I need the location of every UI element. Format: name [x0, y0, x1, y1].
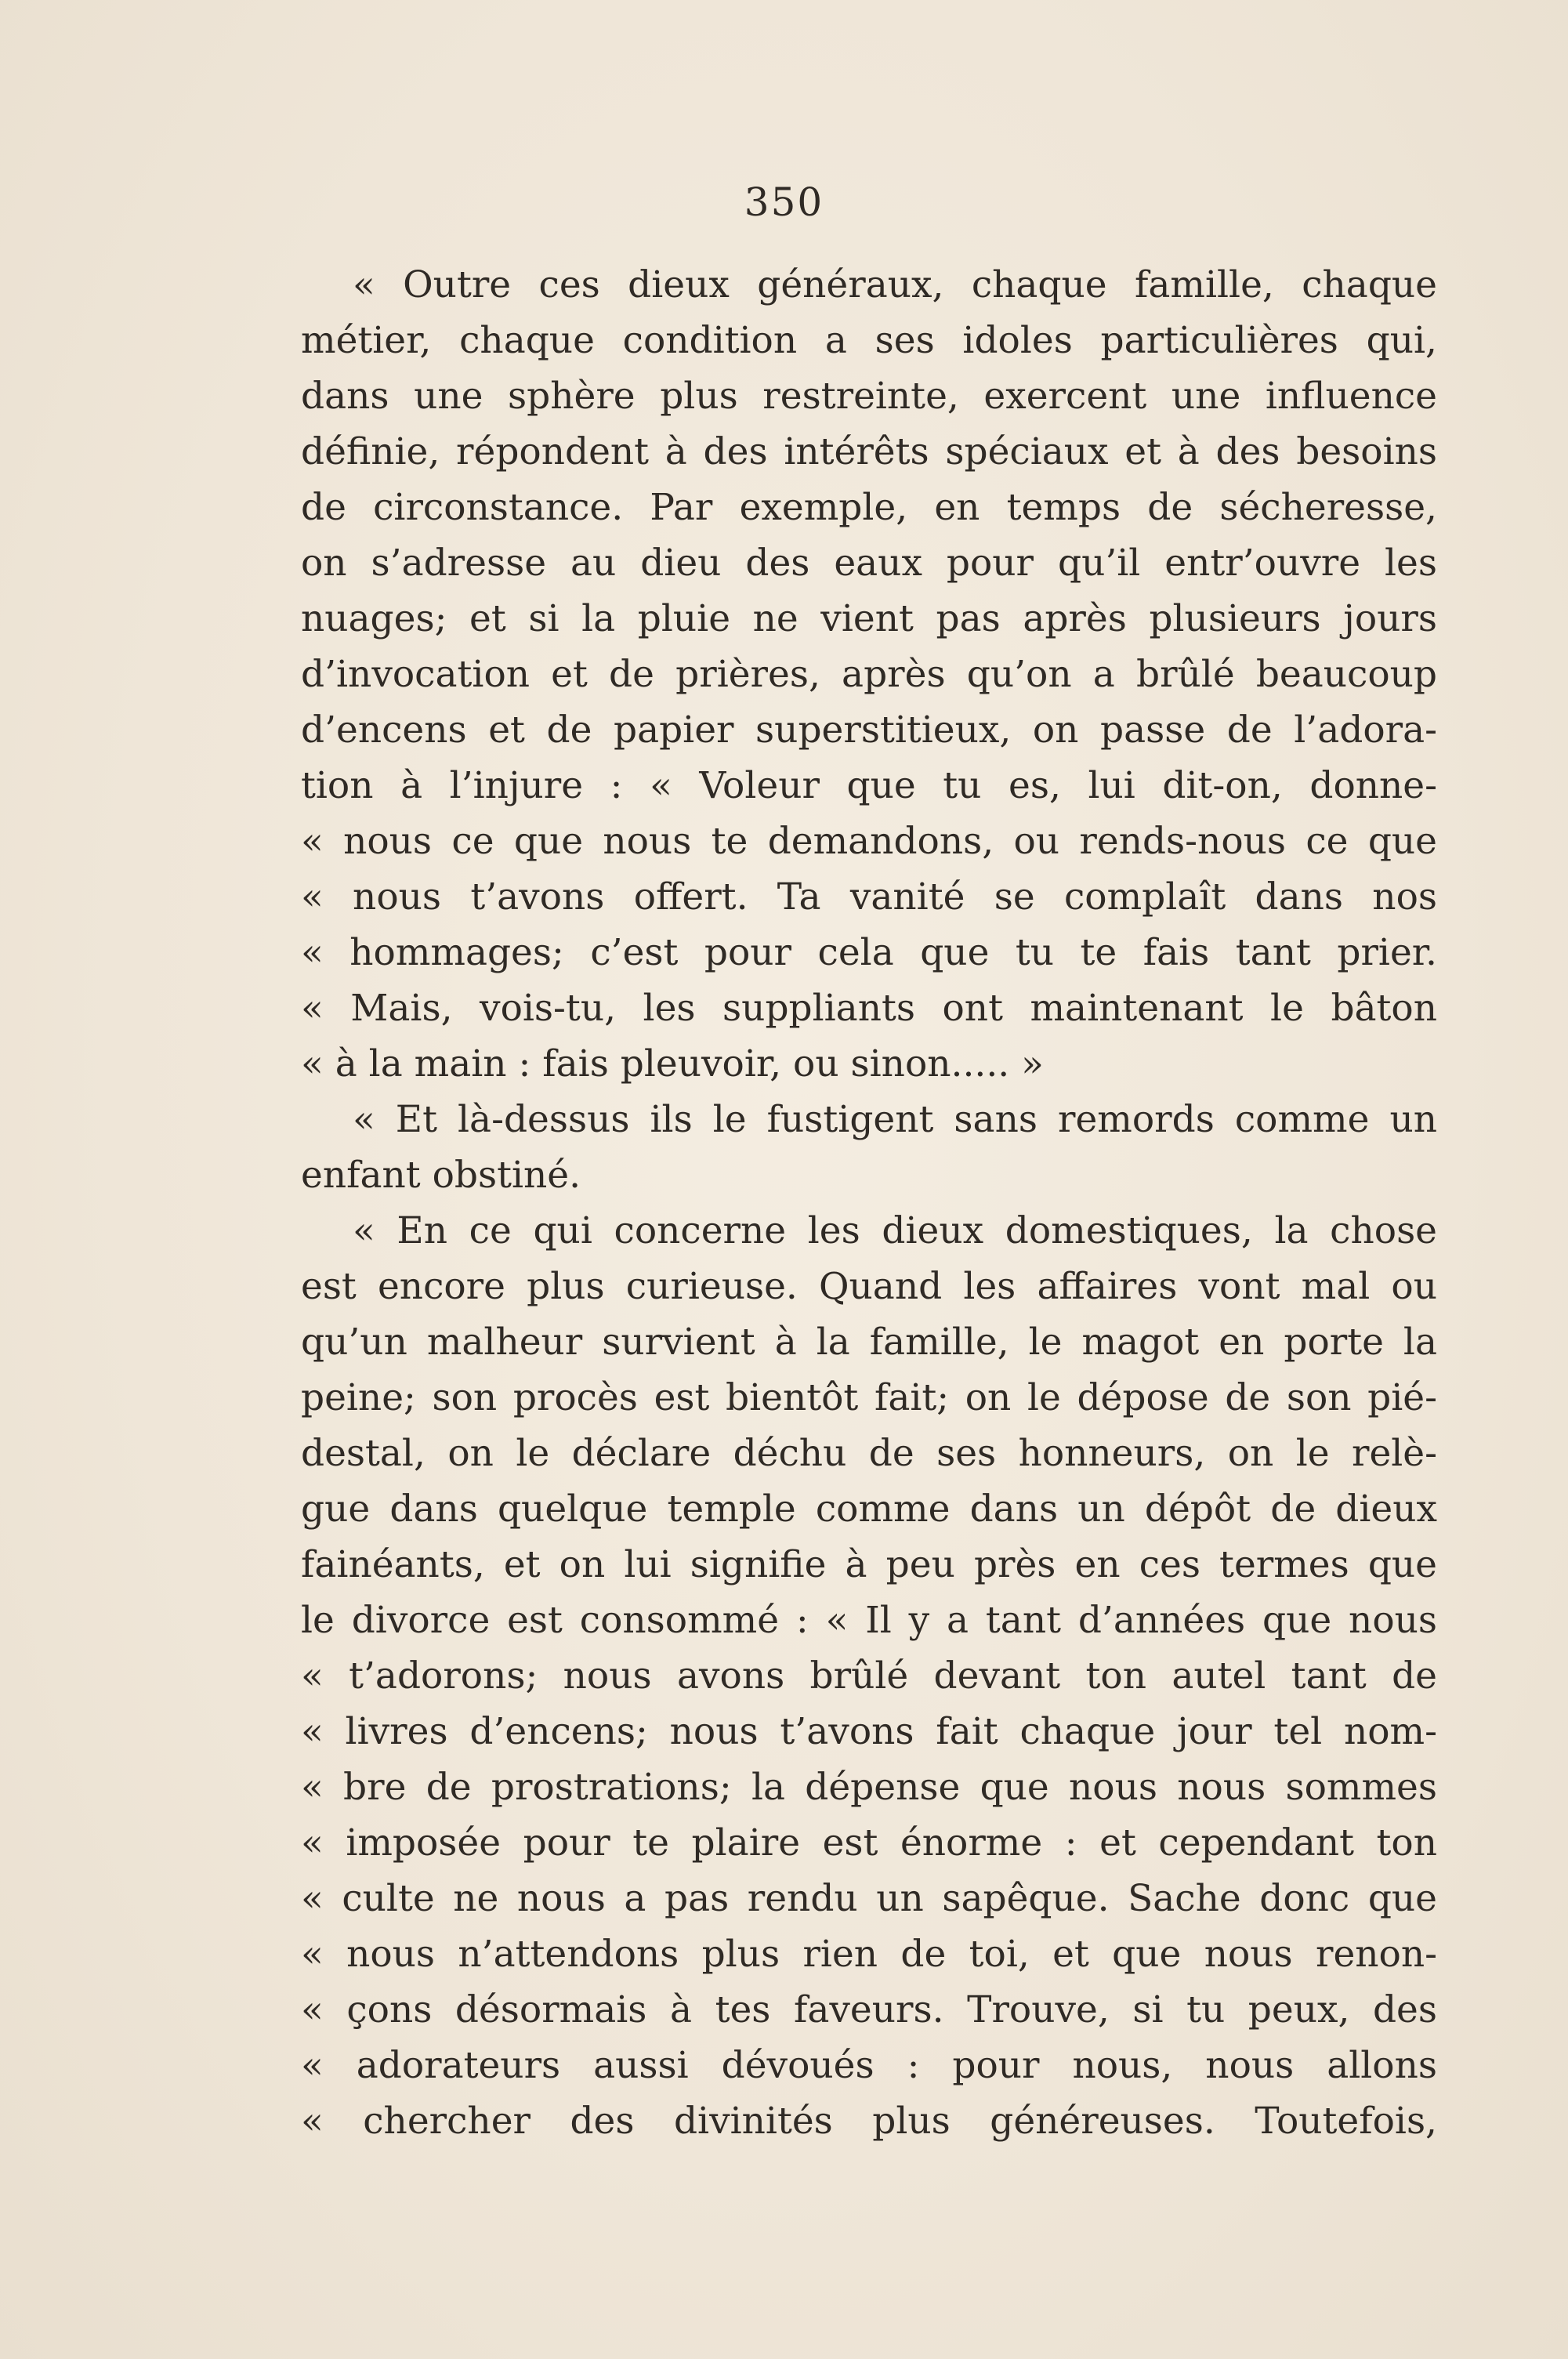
text-line-content: « Mais, vois-tu, les suppliants ont maintenant le bâton	[301, 987, 1437, 1030]
text-line-content: « nous t’avons offert. Ta vanité se complaît dans nos	[301, 875, 1437, 919]
text-line	[301, 1982, 1437, 2038]
body-text	[301, 257, 1437, 2149]
text-line-content: le divorce est consommé : « Il y a tant d’années que nous	[301, 1599, 1437, 1642]
text-line-content: de circonstance. Par exemple, en temps de sécheresse,	[301, 486, 1437, 529]
text-line-content: est encore plus curieuse. Quand les affaires vont mal ou	[301, 1265, 1437, 1308]
text-line	[301, 368, 1437, 424]
text-line-content: « imposée pour te plaire est énorme : et cependant ton	[301, 1821, 1437, 1864]
text-line	[301, 1648, 1437, 1704]
text-line-content: « hommages; c’est pour cela que tu te fais tant prier.	[301, 931, 1437, 974]
text-line	[301, 869, 1437, 925]
text-line-content: « Outre ces dieux généraux, chaque famille, chaque	[353, 263, 1437, 306]
text-line-content: « adorateurs aussi dévoués : pour nous, nous allons	[301, 2044, 1437, 2087]
text-line	[301, 1537, 1437, 1593]
text-line	[301, 1426, 1437, 1481]
text-line	[301, 1203, 1437, 1259]
text-line	[301, 535, 1437, 591]
text-line-content: métier, chaque condition a ses idoles particulières qui,	[301, 319, 1437, 362]
text-line-content: « à la main : fais pleuvoir, ou sinon..... »	[301, 1042, 1044, 1085]
text-line-content: peine; son procès est bientôt fait; on le dépose de son pié-	[301, 1376, 1437, 1419]
text-line	[301, 313, 1437, 368]
text-line	[301, 980, 1437, 1036]
text-line	[301, 1092, 1437, 1147]
text-line-content: tion à l’injure : « Voleur que tu es, lui dit-on, donne-	[301, 764, 1437, 807]
text-line-content: « t’adorons; nous avons brûlé devant ton autel tant de	[301, 1654, 1437, 1698]
text-line	[301, 1314, 1437, 1370]
text-line	[301, 2038, 1437, 2093]
text-line	[301, 1926, 1437, 1982]
text-line	[301, 758, 1437, 814]
text-line-content: qu’un malheur survient à la famille, le magot en porte la	[301, 1321, 1437, 1364]
text-line-content: « culte ne nous a pas rendu un sapêque. Sache donc que	[301, 1877, 1437, 1920]
text-line	[301, 1147, 1437, 1203]
text-line	[301, 591, 1437, 647]
text-line-content: gue dans quelque temple comme dans un dépôt de dieux	[301, 1488, 1437, 1531]
text-line-content: enfant obstiné.	[301, 1154, 581, 1197]
text-line-content: dans une sphère plus restreinte, exercent une influence	[301, 375, 1437, 418]
text-line-content: « çons désormais à tes faveurs. Trouve, si tu peux, des	[301, 1988, 1437, 2031]
text-line	[301, 925, 1437, 980]
text-line-content: d’encens et de papier superstitieux, on passe de l’adora-	[301, 708, 1437, 752]
text-line-content: « nous ce que nous te demandons, ou rends-nous ce que	[301, 820, 1437, 863]
text-line-content: « En ce qui concerne les dieux domestiques, la chose	[353, 1209, 1437, 1252]
text-line-content: on s’adresse au dieu des eaux pour qu’il entr’ouvre les	[301, 542, 1437, 585]
text-line-content: d’invocation et de prières, après qu’on a brûlé beaucoup	[301, 653, 1437, 696]
text-line-content: fainéants, et on lui signifie à peu près en ces termes que	[301, 1543, 1437, 1586]
text-line-content: « Et là-dessus ils le fustigent sans remords comme un	[353, 1098, 1437, 1141]
text-line-content: définie, répondent à des intérêts spéciaux et à des besoins	[301, 430, 1437, 473]
text-line	[301, 1815, 1437, 1871]
text-line-content: « nous n’attendons plus rien de toi, et que nous renon-	[301, 1933, 1437, 1976]
text-line	[301, 1036, 1437, 1092]
text-line	[301, 647, 1437, 702]
text-line	[301, 2093, 1437, 2149]
text-line-content: « chercher des divinités plus généreuses. Toutefois,	[301, 2100, 1437, 2143]
text-line-content: « livres d’encens; nous t’avons fait chaque jour tel nom-	[301, 1710, 1437, 1753]
text-line-content: destal, on le déclare déchu de ses honneurs, on le relè-	[301, 1432, 1437, 1475]
text-line	[301, 1871, 1437, 1926]
text-line	[301, 1759, 1437, 1815]
text-line	[301, 814, 1437, 869]
text-line	[301, 1481, 1437, 1537]
text-line	[301, 1704, 1437, 1759]
text-line	[301, 257, 1437, 313]
text-line	[301, 702, 1437, 758]
text-line	[301, 480, 1437, 535]
text-line	[301, 1259, 1437, 1314]
text-line	[301, 1593, 1437, 1648]
text-line-content: « bre de prostrations; la dépense que nous nous sommes	[301, 1766, 1437, 1809]
text-line	[301, 424, 1437, 480]
page-number: 350	[744, 179, 824, 225]
text-line	[301, 1370, 1437, 1426]
text-line-content: nuages; et si la pluie ne vient pas après plusieurs jours	[301, 597, 1437, 640]
